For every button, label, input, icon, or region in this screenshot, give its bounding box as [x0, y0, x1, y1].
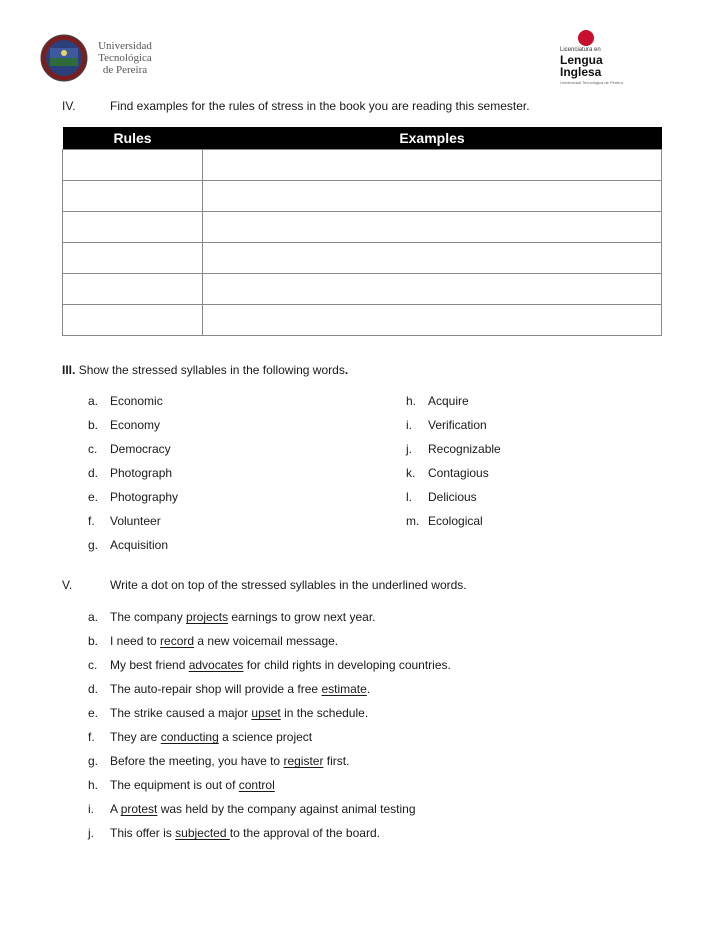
table-cell[interactable] — [203, 150, 662, 181]
lic-line-1: Licenciatura en — [560, 47, 601, 53]
table-cell[interactable] — [63, 305, 203, 336]
table-cell[interactable] — [203, 212, 662, 243]
utp-logo-text — [92, 40, 158, 76]
section-iii-number: III. — [62, 363, 76, 377]
utp-seal-icon — [40, 34, 88, 82]
section-iii-instruction: Show the stressed syllables in the following words — [78, 363, 345, 377]
utp-line-3: de Pereira — [102, 64, 148, 76]
utp-logo — [40, 34, 160, 82]
table-row — [63, 150, 662, 181]
licenciatura-logo — [560, 30, 622, 92]
rules-header: Rules — [63, 127, 203, 150]
table-header-row — [63, 127, 662, 150]
section-v-instruction: Write a dot on top of the stressed syllables in the underlined words. — [110, 578, 467, 592]
section-iii-period: . — [344, 363, 349, 377]
table-cell[interactable] — [63, 243, 203, 274]
table-cell[interactable] — [203, 305, 662, 336]
table-row — [63, 212, 662, 243]
utp-line-2: Tecnológica — [98, 52, 152, 64]
lic-tagline: Universidad Tecnológica de Pereira — [560, 80, 623, 85]
table-cell[interactable] — [203, 243, 662, 274]
logo-circle-icon — [578, 30, 594, 46]
utp-line-1: Universidad — [98, 40, 152, 52]
table-row — [63, 181, 662, 212]
examples-header: Examples — [203, 127, 662, 150]
lic-line-2: Lengua — [560, 53, 603, 67]
table-row — [63, 274, 662, 305]
table-cell[interactable] — [63, 181, 203, 212]
table-row — [63, 243, 662, 274]
table-cell[interactable] — [63, 274, 203, 305]
section-iv-number: IV. — [62, 99, 76, 113]
section-iii-heading — [62, 363, 348, 377]
table-cell[interactable] — [203, 181, 662, 212]
lic-line-3: Inglesa — [560, 65, 602, 79]
rules-examples-table — [62, 127, 662, 336]
section-iv-instruction: Find examples for the rules of stress in the book you are reading this semester. — [110, 99, 530, 113]
table-cell[interactable] — [203, 274, 662, 305]
section-v-number: V. — [62, 578, 73, 592]
table-row — [63, 305, 662, 336]
table-cell[interactable] — [63, 212, 203, 243]
table-cell[interactable] — [63, 150, 203, 181]
